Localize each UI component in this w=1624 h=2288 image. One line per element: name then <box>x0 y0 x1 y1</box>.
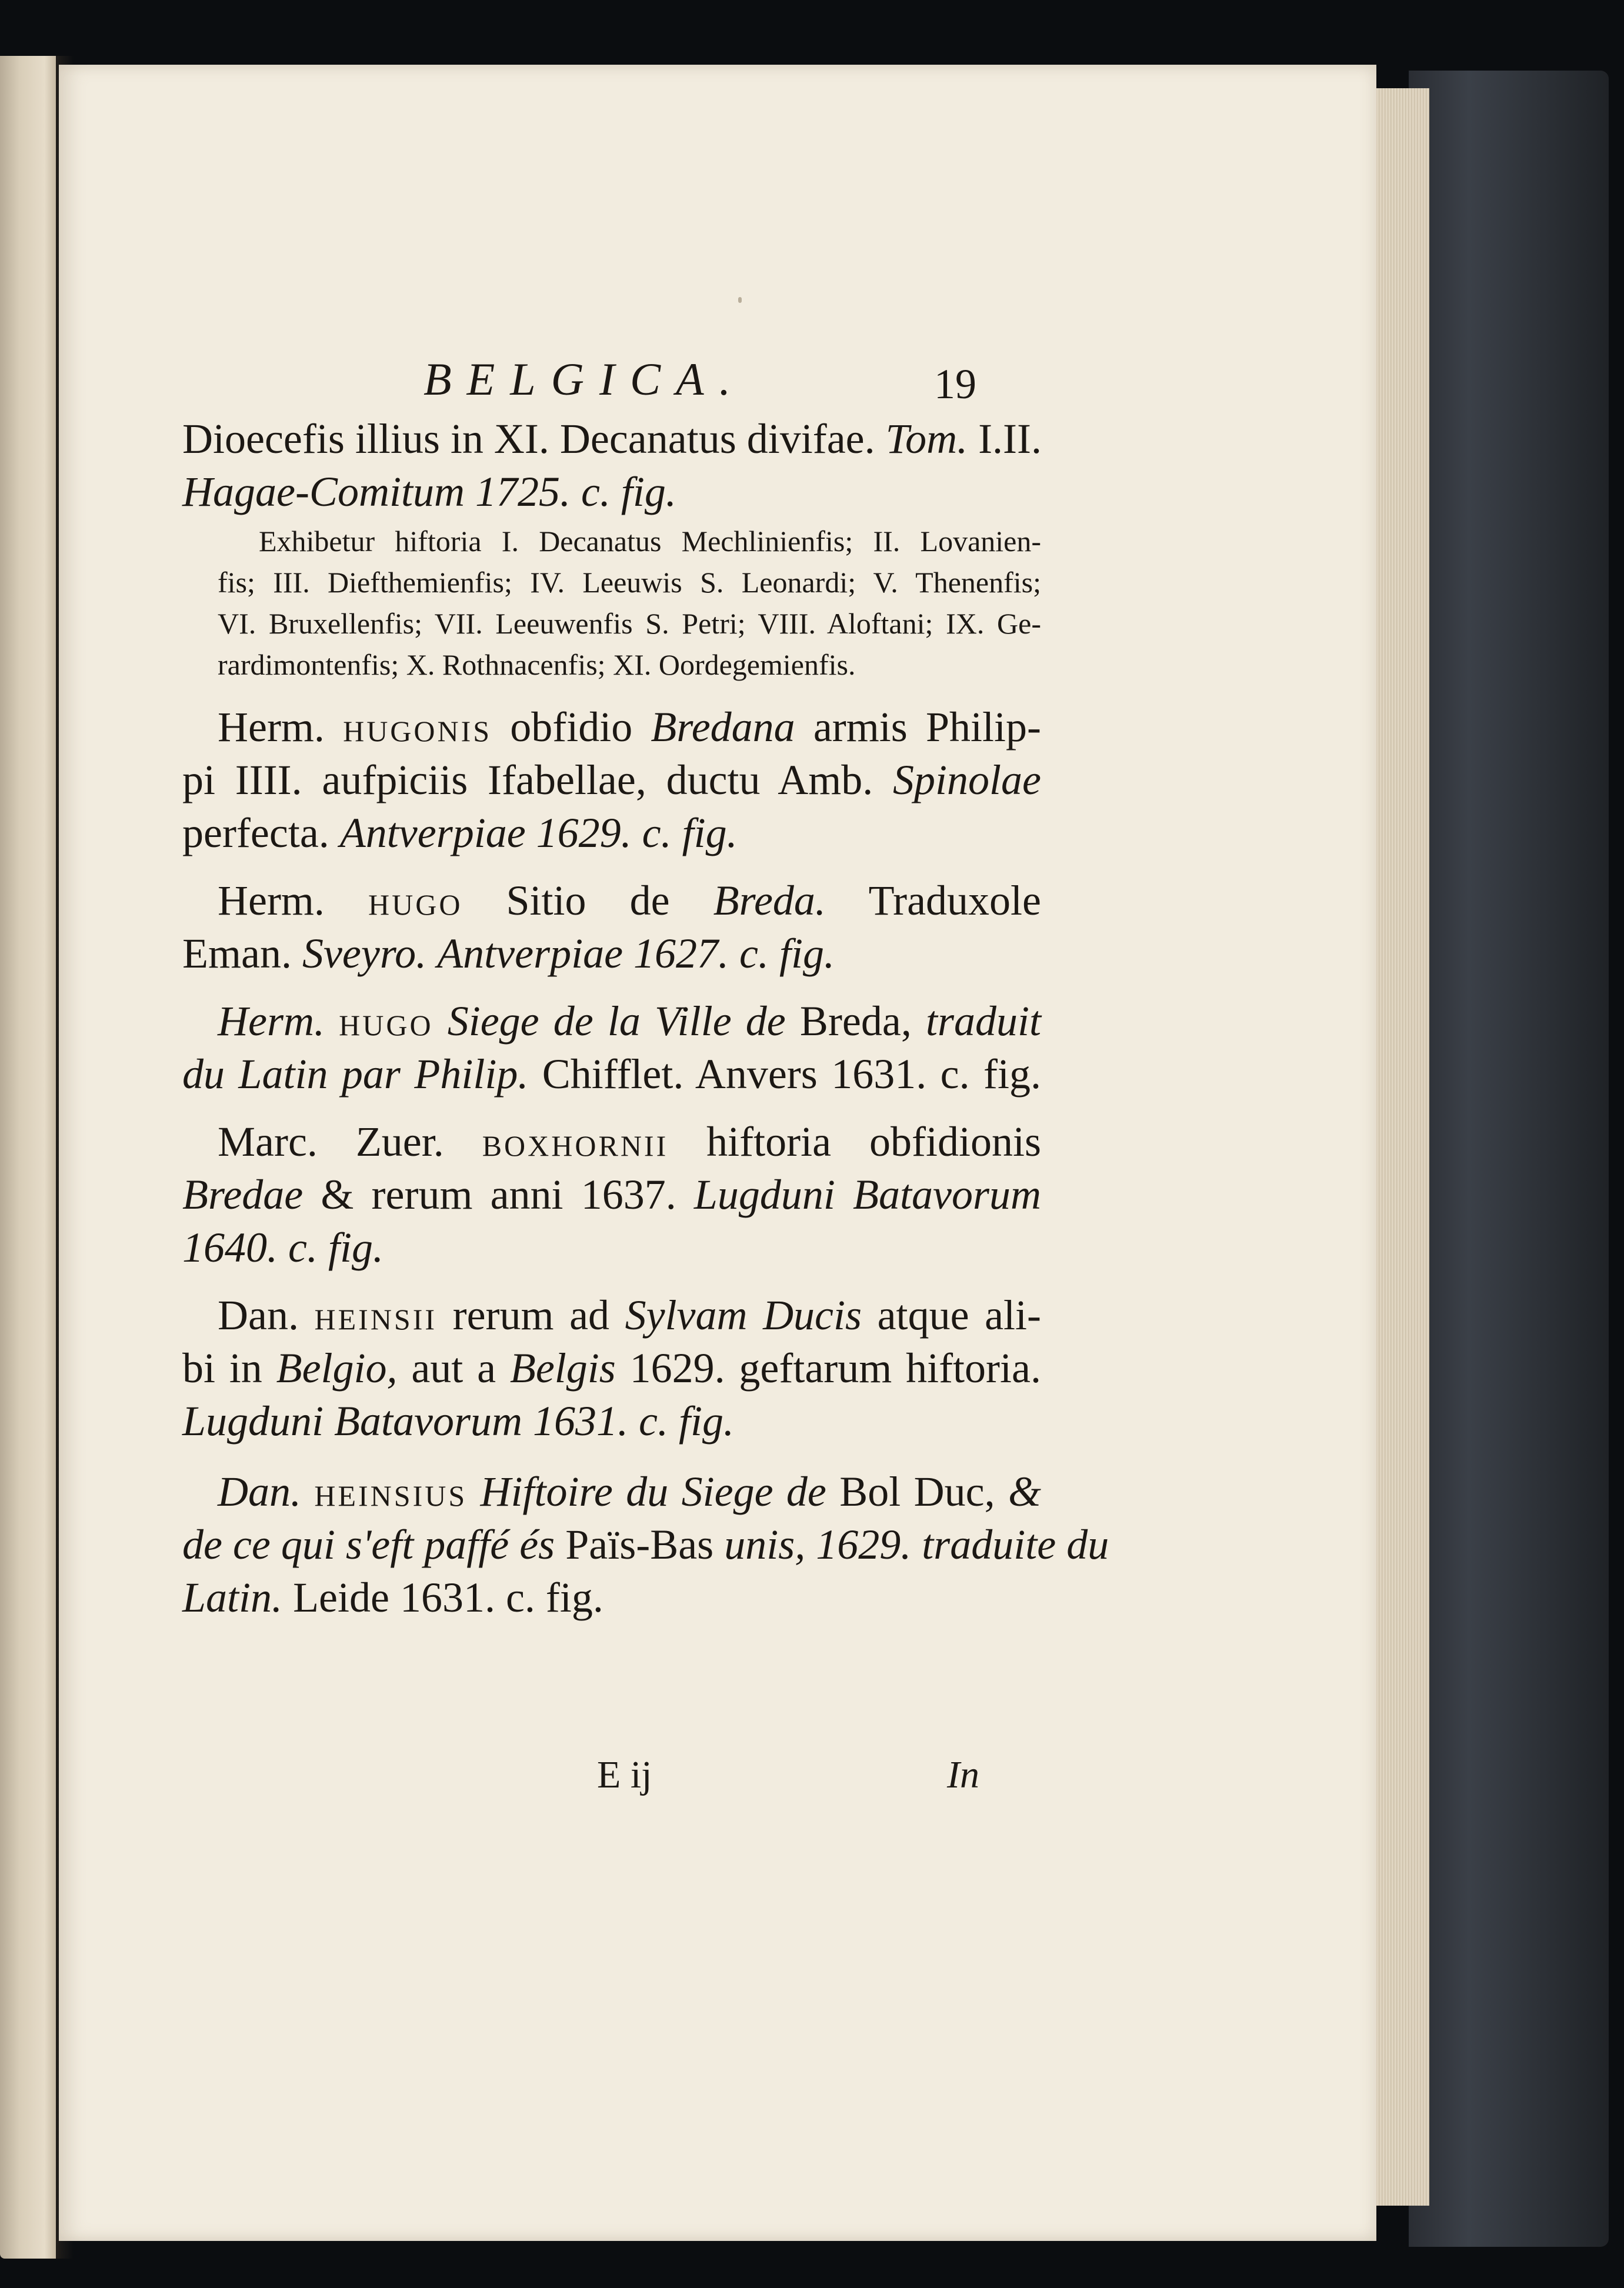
text-line <box>218 1120 1041 1163</box>
text-segment: Dan. <box>218 1292 315 1339</box>
text-segment: Herm. <box>218 877 368 924</box>
text-segment: atque ali- <box>862 1292 1042 1339</box>
signature-mark: E ij <box>597 1753 652 1796</box>
text-segment: Païs-Bas <box>555 1521 725 1568</box>
text-line <box>218 879 1041 922</box>
paper-mark <box>738 297 742 303</box>
note-line <box>218 650 1041 679</box>
text-segment: Exhibetur hiftoria I. Decanatus Mechlinienfis; II. Lovanien- <box>259 525 1041 558</box>
text-segment: pi IIII. aufpiciis Ifabellae, ductu Amb. <box>182 756 893 803</box>
text-segment: Hiftoire du Siege de <box>480 1468 826 1515</box>
text-segment <box>467 1468 480 1515</box>
text-segment: hiftoria obfidionis <box>668 1118 1041 1165</box>
book-page <box>59 65 1376 2241</box>
text-segment: Eman. <box>182 930 302 977</box>
text-segment: Dan. <box>218 1468 301 1515</box>
text-segment: Marc. Zuer. <box>218 1118 482 1165</box>
text-line <box>182 1398 1041 1445</box>
text-line <box>182 415 1042 462</box>
text-segment: fis; III. Diefthemienfis; IV. Leeuwis S. Leonardi; V. Thenenfis; <box>218 566 1041 599</box>
text-segment: de ce qui s'eft paffé és <box>182 1521 555 1568</box>
text-segment: Latin. <box>182 1574 283 1621</box>
text-segment: Breda, <box>785 998 926 1045</box>
text-line <box>182 756 1041 803</box>
text-segment: Bredae <box>182 1171 304 1218</box>
text-segment: bi in <box>182 1345 276 1392</box>
text-segment: Belgis <box>509 1345 616 1392</box>
text-segment: Tom. <box>885 415 968 462</box>
text-line <box>218 703 1041 751</box>
text-segment: VI. Bruxellenfis; VII. Leeuwenfis S. Petri; VIII. Aloftani; IX. Ge- <box>218 607 1041 640</box>
text-line <box>218 1470 1041 1513</box>
text-segment <box>325 998 339 1045</box>
running-head: BELGICA. <box>423 353 746 405</box>
text-line <box>182 1345 1041 1392</box>
text-line <box>182 1173 1041 1216</box>
text-segment: Sveyro. <box>302 930 427 977</box>
text-segment: Traduxole <box>825 877 1042 924</box>
text-segment: perfecta. <box>182 809 340 856</box>
text-segment: unis, 1629. traduite du <box>724 1521 1109 1568</box>
text-segment: boxhornii <box>482 1118 669 1165</box>
text-segment: & rerum anni 1637. <box>303 1171 694 1218</box>
text-segment: Herm. <box>218 703 344 751</box>
text-line <box>182 1521 1109 1568</box>
text-segment: hugo <box>339 998 433 1045</box>
text-segment: Lugduni Batavorum <box>693 1171 1041 1218</box>
text-line <box>218 998 1042 1045</box>
text-line <box>182 1576 1041 1619</box>
text-segment: rerum ad <box>437 1292 625 1339</box>
text-segment: Antverpiae 1627. c. fig. <box>437 930 835 977</box>
text-segment: Antverpiae 1629. c. fig. <box>339 809 738 856</box>
text-line <box>182 809 1041 856</box>
text-line <box>182 468 1041 515</box>
text-segment: armis Philip- <box>795 703 1041 751</box>
book-cover <box>1409 71 1609 2247</box>
text-segment: Belgio, <box>276 1345 398 1392</box>
text-segment: heinsii <box>314 1292 438 1339</box>
text-segment: Breda. <box>713 877 826 924</box>
text-segment: Sitio de <box>462 877 713 924</box>
note-line <box>218 568 1041 597</box>
text-segment: Spinolae <box>893 756 1041 803</box>
text-segment <box>426 930 437 977</box>
text-segment: traduit <box>925 998 1042 1045</box>
text-segment: hugo <box>368 877 463 924</box>
text-segment: 1629. geftarum hiftoria. <box>615 1345 1041 1392</box>
text-line <box>182 932 1041 975</box>
text-segment: & <box>1008 1468 1041 1515</box>
text-segment: Leide 1631. c. fig. <box>282 1574 603 1621</box>
text-segment: Siege de la Ville de <box>447 998 786 1045</box>
text-segment <box>301 1468 314 1515</box>
text-segment: 1640. c. fig. <box>182 1224 384 1271</box>
text-segment: Hagae-Comitum 1725. c. fig. <box>182 468 676 515</box>
text-segment: du Latin par Philip. <box>182 1050 529 1098</box>
text-segment: rardimontenfis; X. Rothnacenfis; XI. Oordegemienfis. <box>218 648 856 681</box>
text-segment: Dioecefis illius in XI. Decanatus divifae. <box>182 415 886 462</box>
text-segment: Chifflet. Anvers 1631. c. fig. <box>528 1050 1041 1098</box>
catchword: In <box>947 1753 979 1796</box>
text-segment: aut a <box>397 1345 510 1392</box>
text-line <box>182 1226 1041 1269</box>
note-line <box>218 609 1041 638</box>
page-number: 19 <box>934 361 976 408</box>
text-segment <box>433 998 448 1045</box>
text-segment: heinsius <box>314 1468 468 1515</box>
text-segment: Herm. <box>218 998 325 1045</box>
text-segment: Sylvam Ducis <box>625 1292 862 1339</box>
text-line <box>218 1292 1042 1339</box>
note-line <box>259 526 1041 556</box>
text-segment: hugonis <box>343 703 492 751</box>
text-segment: Bredana <box>651 703 795 751</box>
text-segment: Bol Duc, <box>826 1468 1008 1515</box>
previous-page-edge <box>0 56 56 2259</box>
text-segment: obfidio <box>492 703 651 751</box>
text-segment: Lugduni Batavorum 1631. c. fig. <box>182 1398 734 1445</box>
text-line <box>182 1050 1041 1098</box>
text-segment: I.II. <box>968 415 1042 462</box>
